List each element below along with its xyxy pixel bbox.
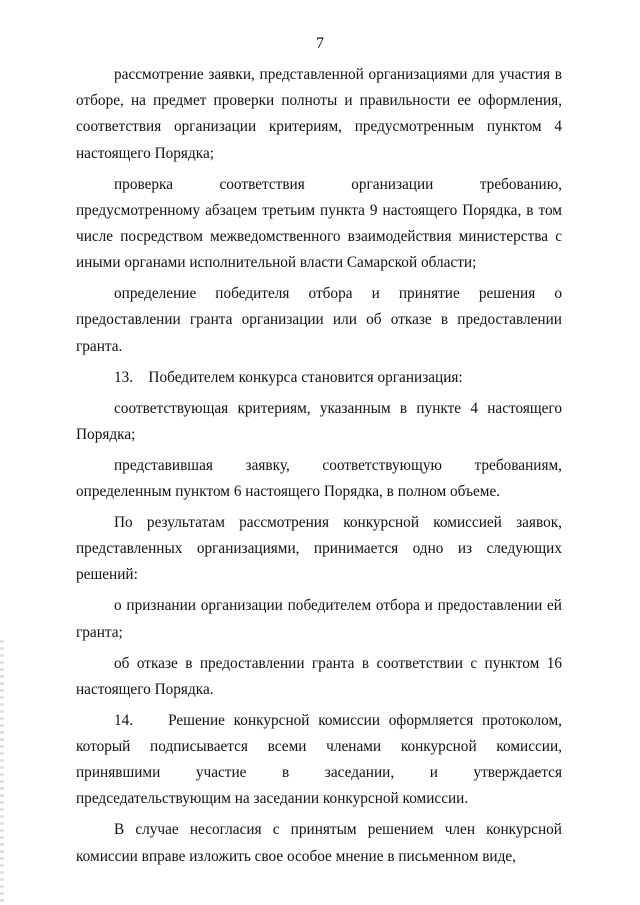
paragraph: соответствующая критериям, указанным в пункте 4 настоящего Порядка; [76,399,562,443]
paragraph: об отказе в предоставлении гранта в соответствии с пунктом 16 настоящего Порядка. [76,654,562,698]
paragraph: проверка соответствия организации требованию, предусмотренному абзацем третьим пункта 9 настоящего Порядка, в том числе посредством межведомственного взаимодействия министерства с иными органами исполнительной власти Самарской области; [76,175,562,272]
paragraph: 13. Победителем конкурса становится организация: [114,368,463,386]
paragraph: рассмотрение заявки, представленной организациями для участия в отборе, на предмет проверки полноты и правильности ее оформления, соответствия организации критериям, предусмотренным пунктом 4 настоящего Порядка; [76,66,562,162]
paragraph: определение победителя отбора и принятие решения о предоставлении гранта организации или об отказе в предоставлении гранта. [76,285,562,355]
document-body [76,62,566,875]
paragraph: представившая заявку, соответствующую требованиям, определенным пунктом 6 настоящего Порядка, в полном объеме. [76,456,562,501]
paragraph: 14. Решение конкурсной комиссии оформляется протоколом, который подписывается всеми членами конкурсной комиссии, принявшими участие в заседании, и утверждается председательствующим на заседании конкурсной комиссии. [76,711,566,808]
page-number: 7 [316,35,324,52]
paragraph: В случае несогласия с принятым решением член конкурсной комиссии вправе изложить свое особое мнение в письменном виде, [76,821,562,865]
scan-edge-artifact [0,640,4,905]
paragraph: По результатам рассмотрения конкурсной комиссией заявок, представленных организациями, принимается одно из следующих решений: [76,514,562,584]
paragraph: о признании организации победителем отбора и предоставлении ей гранта; [76,597,562,641]
